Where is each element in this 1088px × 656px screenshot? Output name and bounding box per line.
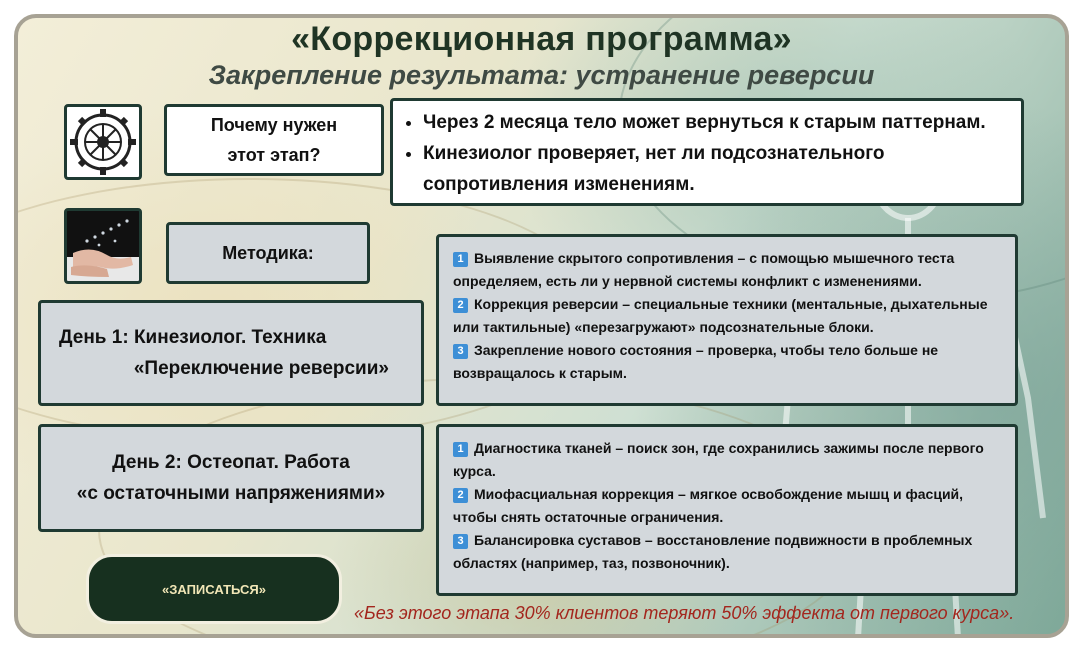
gear-icon-frame [64, 104, 142, 180]
day1-step [453, 247, 1005, 293]
day2-step-text: Миофасциальная коррекция – мягкое освобождение мышц и фасций, чтобы снять остаточные ограничения. [453, 486, 964, 525]
why-bullets-box [390, 98, 1024, 206]
hands-photo [64, 208, 142, 284]
footer-note: «Без этого этапа 30% клиентов теряют 50% эффекта от первого курса». [354, 603, 1015, 623]
why-bullet: • Через 2 месяца тело может вернуться к старым паттернам. [423, 107, 1011, 138]
day1-step-text: Закрепление нового состояния – проверка, чтобы тело больше не возвращалось к старым. [453, 342, 939, 381]
day1-steps-box [436, 234, 1018, 406]
day2-step [453, 437, 1005, 483]
day2-technique: «с остаточными напряжениями» [76, 483, 386, 504]
day2-step [453, 483, 1005, 529]
gear-icon [67, 107, 139, 177]
step-number-badge: 2 [453, 488, 468, 503]
day1-label-box [38, 300, 424, 406]
page-title: «Коррекционная программа» [291, 20, 792, 58]
signup-button[interactable]: «ЗАПИСАТЬСЯ» [86, 554, 342, 624]
step-number-badge: 1 [453, 442, 468, 457]
step-number-badge: 2 [453, 298, 468, 313]
why-label-line2: этот этап? [227, 145, 321, 165]
day2-step-text: Балансировка суставов – восстановление подвижности в проблемных областях (например, таз, позвоночник). [453, 532, 973, 571]
day2-step-text: Диагностика тканей – поиск зон, где сохранились зажимы после первого курса. [453, 440, 984, 479]
day1-step [453, 339, 1005, 385]
day2-label-box [38, 424, 424, 532]
day1-technique: «Переключение реверсии» [133, 358, 389, 379]
why-label-box [164, 104, 384, 176]
day2-title: День 2: Остеопат. Работа [112, 452, 350, 473]
day1-title: День 1: Кинезиолог. Техника [59, 327, 327, 348]
day1-step-text: Коррекция реверсии – специальные техники (ментальные, дыхательные или тактильные) «перезагружают» подсознательные блоки. [453, 296, 988, 335]
why-bullet: • Кинезиолог проверяет, нет ли подсознательного сопротивления изменениям. [423, 138, 1011, 200]
day2-steps-box [436, 424, 1018, 596]
why-bullet-list [399, 107, 1011, 200]
method-label: Методика: [222, 242, 314, 263]
step-number-badge: 1 [453, 252, 468, 267]
day1-step-text: Выявление скрытого сопротивления – с помощью мышечного теста определяем, есть ли у нервной системы конфликт с изменениями. [453, 250, 955, 289]
step-number-badge: 3 [453, 344, 468, 359]
day2-step [453, 529, 1005, 575]
page-subtitle: Закрепление результата: устранение реверсии [208, 60, 875, 90]
method-label-box [166, 222, 370, 284]
day1-step [453, 293, 1005, 339]
hands-photo-image [67, 211, 139, 281]
step-number-badge: 3 [453, 534, 468, 549]
slide [14, 14, 1069, 638]
why-label-line1: Почему нужен [210, 115, 338, 135]
